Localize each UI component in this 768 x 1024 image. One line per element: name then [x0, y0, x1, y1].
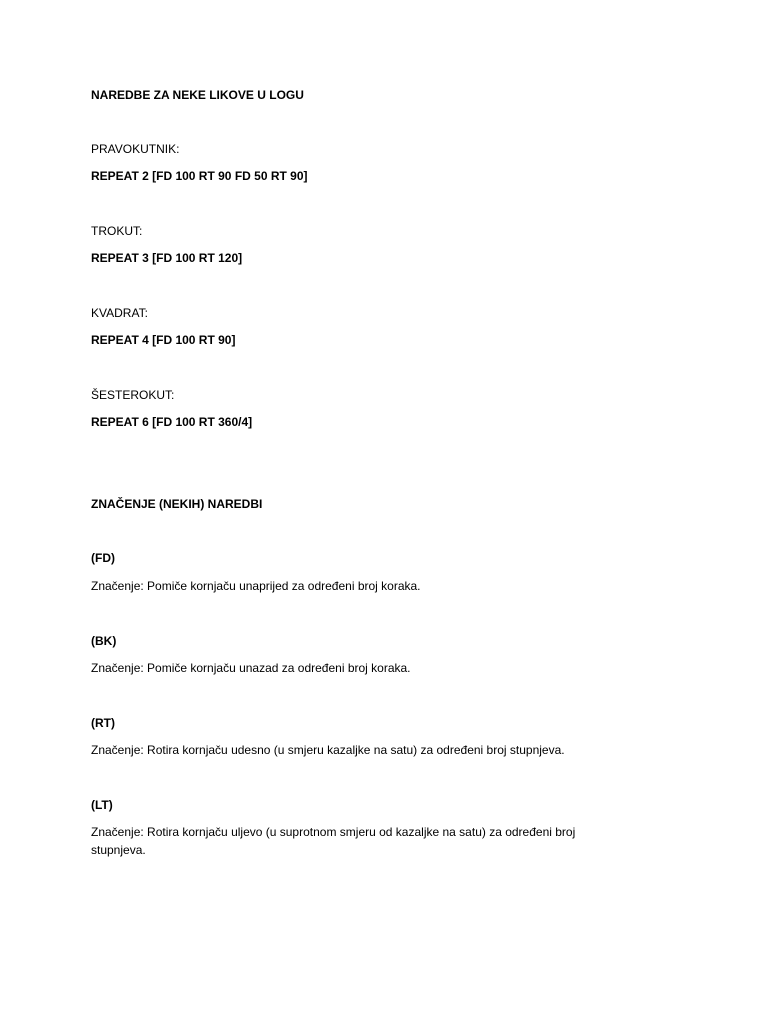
meaning-code-bk: (BK): [91, 634, 117, 648]
meaning-text-lt: Značenje: Rotira kornjaču uljevo (u suprotnom smjeru od kazaljke na satu) za određeni broj stupnjeva.: [91, 825, 576, 857]
shape-label-kvadrat: KVADRAT:: [91, 306, 148, 320]
shape-label-pravokutnik: PRAVOKUTNIK:: [91, 142, 180, 156]
document-title: NAREDBE ZA NEKE LIKOVE U LOGU: [91, 88, 304, 102]
shape-label-sesterokut: ŠESTEROKUT:: [91, 388, 175, 402]
shape-command-kvadrat: REPEAT 4 [FD 100 RT 90]: [91, 333, 236, 347]
shape-command-trokut: REPEAT 3 [FD 100 RT 120]: [91, 251, 243, 265]
meaning-code-rt: (RT): [91, 716, 115, 730]
meaning-code-lt: (LT): [91, 798, 113, 812]
shape-label-trokut: TROKUT:: [91, 224, 143, 238]
meaning-code-fd: (FD): [91, 551, 115, 565]
meaning-text-bk: Značenje: Pomiče kornjaču unazad za određeni broj koraka.: [91, 661, 411, 675]
meaning-text-fd: Značenje: Pomiče kornjaču unaprijed za određeni broj koraka.: [91, 579, 421, 593]
shape-command-pravokutnik: REPEAT 2 [FD 100 RT 90 FD 50 RT 90]: [91, 169, 308, 183]
shape-command-sesterokut: REPEAT 6 [FD 100 RT 360/4]: [91, 415, 253, 429]
meaning-text-rt: Značenje: Rotira kornjaču udesno (u smjeru kazaljke na satu) za određeni broj stupnjeva.: [91, 743, 565, 757]
meanings-heading: ZNAČENJE (NEKIH) NAREDBI: [91, 497, 263, 511]
